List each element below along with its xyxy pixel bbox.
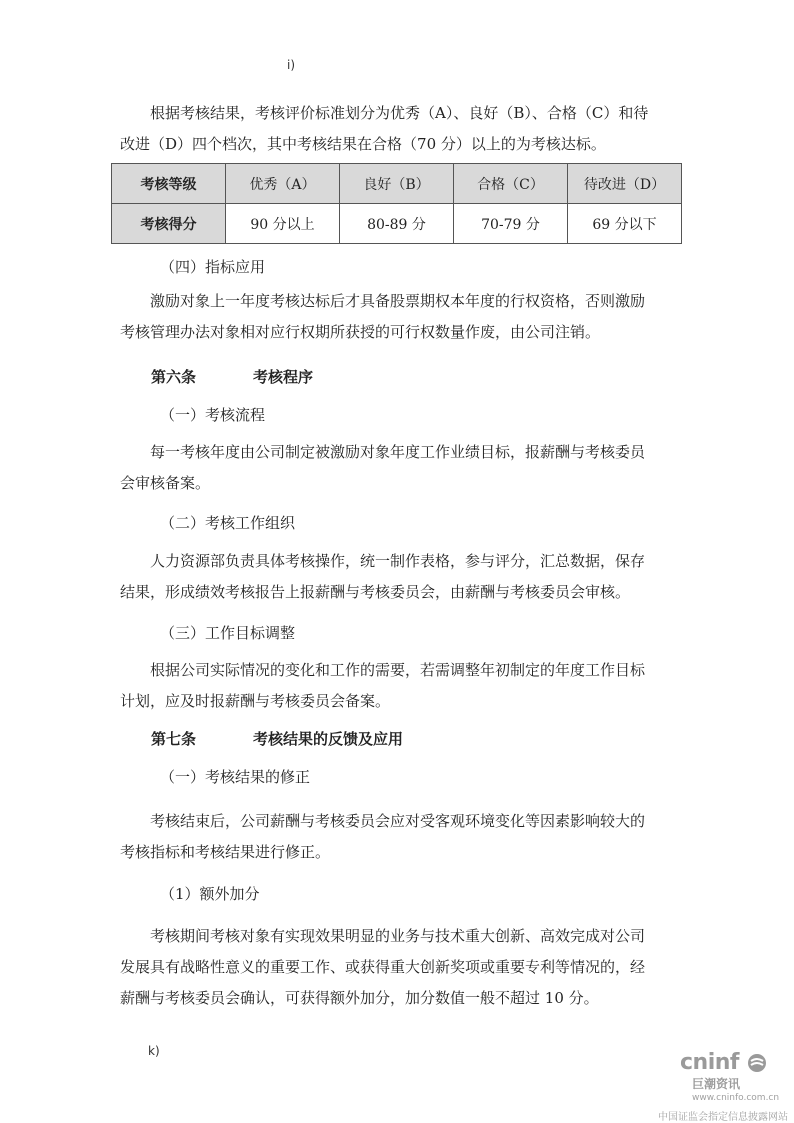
article6-sub1-heading: （一）考核流程	[160, 406, 266, 424]
grade-a: 优秀（A）	[226, 164, 340, 204]
article6-sub1-line-2: 会审核备案。	[120, 474, 211, 492]
section4-paragraph	[120, 286, 686, 348]
article6-heading	[151, 366, 314, 387]
article6-sub1-paragraph	[120, 437, 686, 499]
article7-item1-line-2: 发展具有战略性意义的重要工作、或获得重大创新奖项或重要专利等情况的，经	[120, 958, 646, 976]
section4-heading: （四）指标应用	[160, 258, 266, 276]
score-d: 69 分以下	[568, 204, 682, 244]
intro-line-2: 改进（D）四个档次，其中考核结果在合格（70 分）以上的为考核达标。	[120, 135, 606, 153]
article6-title: 考核程序	[253, 368, 314, 386]
grade-c: 合格（C）	[454, 164, 568, 204]
article6-sub2-line-2: 结果，形成绩效考核报告上报薪酬与考核委员会，由薪酬与考核委员会审核。	[120, 583, 631, 601]
article6-sub2-line-1: 人力资源部负责具体考核操作，统一制作表格，参与评分，汇总数据，保存	[150, 552, 646, 570]
article6-sub3-heading: （三）工作目标调整	[160, 624, 296, 642]
watermark-url: www.cninfo.com.cn	[692, 1093, 780, 1103]
grade-header-label: 考核等级	[112, 164, 226, 204]
article7-sub1-line-1: 考核结束后，公司薪酬与考核委员会应对受客观环境变化等因素影响较大的	[150, 812, 646, 830]
watermark-tagline: 中国证监会指定信息披露网站	[658, 1112, 788, 1123]
score-c: 70-79 分	[454, 204, 568, 244]
score-header-label: 考核得分	[112, 204, 226, 244]
intro-paragraph	[120, 98, 686, 160]
section4-line-1: 激励对象上一年度考核达标后才具备股票期权本年度的行权资格，否则激励	[150, 292, 646, 310]
score-b: 80-89 分	[340, 204, 454, 244]
score-a: 90 分以上	[226, 204, 340, 244]
article7-heading	[151, 728, 404, 749]
grade-d: 待改进（D）	[568, 164, 682, 204]
grade-b: 良好（B）	[340, 164, 454, 204]
score-row	[112, 204, 682, 244]
watermark-brand-cn: 巨潮资讯	[692, 1077, 741, 1091]
article7-item1-heading: （1）额外加分	[160, 885, 260, 903]
bottom-marker: k)	[148, 1044, 160, 1058]
article7-number: 第七条	[151, 730, 197, 748]
article6-number: 第六条	[151, 368, 197, 386]
article6-sub3-line-2: 计划，应及时报薪酬与考核委员会备案。	[120, 692, 391, 710]
article6-sub3-line-1: 根据公司实际情况的变化和工作的需要，若需调整年初制定的年度工作目标	[150, 661, 646, 679]
article7-sub1-paragraph	[120, 806, 686, 868]
top-marker: i)	[287, 58, 296, 72]
article6-sub2-paragraph	[120, 546, 686, 608]
cninfo-logo-icon	[746, 1052, 768, 1074]
article7-item1-line-1: 考核期间考核对象有实现效果明显的业务与技术重大创新、高效完成对公司	[150, 927, 646, 945]
article7-sub1-heading: （一）考核结果的修正	[160, 768, 311, 786]
article6-sub2-heading: （二）考核工作组织	[160, 514, 296, 532]
article7-item1-line-3: 薪酬与考核委员会确认，可获得额外加分，加分数值一般不超过 10 分。	[120, 989, 599, 1007]
article6-sub1-line-1: 每一考核年度由公司制定被激励对象年度工作业绩目标，报薪酬与考核委员	[150, 443, 646, 461]
article7-title: 考核结果的反馈及应用	[253, 730, 404, 748]
article6-sub3-paragraph	[120, 655, 686, 717]
grade-table	[111, 163, 682, 244]
article7-item1-paragraph	[120, 921, 686, 1014]
intro-line-1: 根据考核结果，考核评价标准划分为优秀（A）、良好（B）、合格（C）和待	[150, 104, 649, 122]
article7-sub1-line-2: 考核指标和考核结果进行修正。	[120, 843, 331, 861]
grade-row	[112, 164, 682, 204]
section4-line-2: 考核管理办法对象相对应行权期所获授的可行权数量作废，由公司注销。	[120, 323, 601, 341]
watermark-brand: cninf	[680, 1050, 739, 1075]
